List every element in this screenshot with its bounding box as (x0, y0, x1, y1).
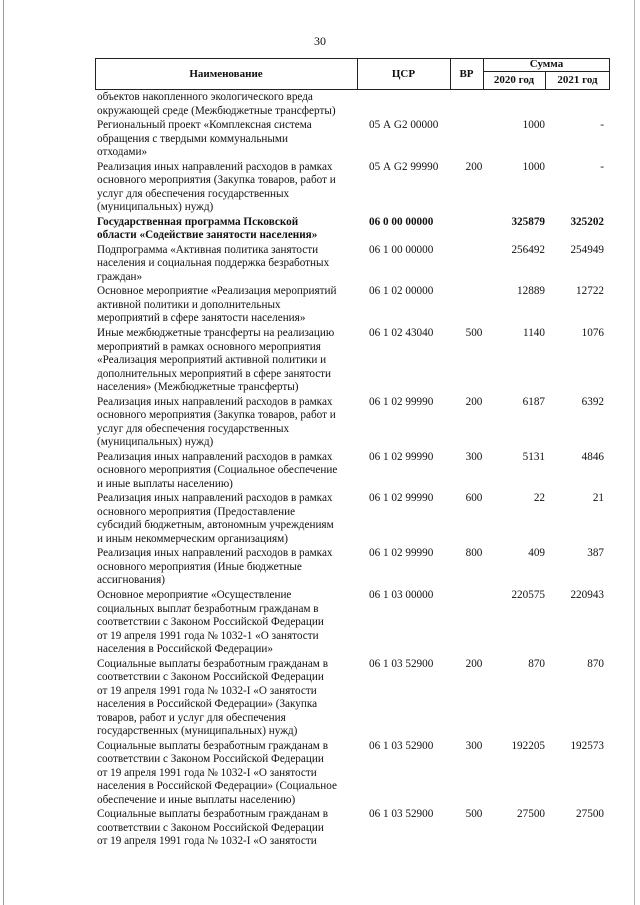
row-csr-cell: 06 1 03 52900 (369, 657, 434, 670)
row-vr-cell: 200 (465, 657, 483, 670)
row-2020-cell: 325879 (511, 215, 545, 228)
table-row (97, 492, 612, 547)
table-body (97, 91, 612, 850)
row-2020-cell: 12889 (517, 285, 545, 298)
header-sum: Сумма (529, 58, 564, 70)
row-2020-cell: 409 (528, 547, 545, 560)
table-row (97, 547, 612, 589)
header-year-2021: 2021 год (557, 74, 598, 86)
row-2021-cell: 192573 (570, 739, 604, 752)
row-csr-cell: 05 А G2 99990 (369, 160, 439, 173)
table-row (97, 396, 612, 451)
row-name-cell: Подпрограмма «Активная политика занятости населения и социальная поддержка безработных граждан» (97, 243, 330, 283)
scan-edge-left (3, 0, 4, 905)
scan-edge-right (634, 0, 635, 905)
row-vr-cell: 300 (465, 450, 483, 463)
row-2021-cell: 870 (587, 657, 604, 670)
row-2021-cell: 6392 (581, 395, 604, 408)
row-name-cell: Реализация иных направлений расходов в рамках основного мероприятия (Закупка товаров, работ и услуг для обеспечения государственных (муниципальных) нужд) (97, 395, 336, 449)
row-vr-cell: 600 (465, 492, 483, 505)
row-2020-cell: 27500 (517, 808, 545, 821)
row-csr-cell: 06 1 00 00000 (369, 243, 434, 256)
row-csr-cell: 06 1 02 43040 (369, 327, 434, 340)
row-name-cell: Реализация иных направлений расходов в рамках основного мероприятия (Предоставление субсидий бюджетным, автономным учреждениям и иным некоммерческим организациям) (97, 492, 334, 545)
table-row (97, 589, 612, 658)
row-name-cell: Основное мероприятие «Осуществление социальных выплат безработным гражданам в соответствии с Законом Российской Федерации от 19 апреля 1991 года № 1032-1 «О занятости населения в Российской Федерации» (97, 589, 324, 656)
row-2021-cell: 12722 (576, 285, 604, 298)
table-row (97, 451, 612, 493)
row-csr-cell: 06 1 02 99990 (369, 492, 434, 505)
row-name-cell: Реализация иных направлений расходов в рамках основного мероприятия (Иные бюджетные ассигнования) (97, 547, 333, 587)
header-year-2020: 2020 год (493, 74, 535, 86)
row-csr-cell: 06 1 02 00000 (369, 285, 434, 298)
row-2020-cell: 256492 (511, 243, 545, 256)
row-name-cell: Реализация иных направлений расходов в рамках основного мероприятия (Социальное обеспечение и иные выплаты населению) (97, 450, 338, 490)
table-row (97, 91, 612, 119)
row-2021-cell: 254949 (570, 243, 604, 256)
row-name-cell: Иные межбюджетные трансферты на реализацию мероприятий в рамках основного мероприятия «Реализация мероприятий активной политики и дополнительных мероприятий в сфере занятости населения» (Межбюджетные трансферты) (97, 327, 335, 394)
row-vr-cell: 200 (465, 395, 483, 408)
row-2021-cell: 1076 (581, 327, 604, 340)
row-2020-cell: 5131 (522, 450, 545, 463)
table-row (97, 285, 612, 327)
table-row (97, 119, 612, 161)
row-name-cell: Государственная программа Псковской области «Содействие занятости населения» (97, 215, 318, 242)
header-bottom-border (95, 89, 610, 90)
table-row (97, 658, 612, 740)
header-sum-divider (483, 71, 610, 72)
row-csr-cell: 06 1 03 52900 (369, 808, 434, 821)
row-2021-cell: 27500 (576, 808, 604, 821)
row-2020-cell: 1140 (523, 327, 545, 340)
table-row (97, 216, 612, 244)
row-2020-cell: 1000 (522, 160, 545, 173)
row-2020-cell: 192205 (511, 739, 545, 752)
row-csr-cell: 06 1 03 52900 (369, 739, 434, 752)
row-2020-cell: 870 (528, 657, 545, 670)
row-csr-cell: 06 1 02 99990 (369, 547, 434, 560)
row-2021-cell: - (600, 160, 604, 173)
row-2021-cell: 21 (592, 492, 604, 505)
row-2020-cell: 1000 (522, 119, 545, 132)
row-name-cell: Социальные выплаты безработным гражданам в соответствии с Законом Российской Федерации от 19 апреля 1991 года № 1032-I «О занятости (97, 808, 328, 848)
row-vr-cell: 800 (465, 547, 483, 560)
row-2021-cell: 325202 (570, 215, 604, 228)
row-csr-cell: 06 0 00 00000 (369, 215, 434, 228)
page-number: 30 (314, 34, 326, 48)
row-2020-cell: 22 (533, 492, 545, 505)
header-vr: ВР (459, 68, 474, 80)
row-name-cell: Социальные выплаты безработным гражданам в соответствии с Законом Российской Федерации от 19 апреля 1991 года № 1032-I «О занятости населения в Российской Федерации» (Социальное обеспечение и иные выплаты населению) (97, 739, 337, 806)
row-csr-cell: 05 А G2 00000 (369, 119, 439, 132)
row-2020-cell: 220575 (511, 589, 545, 602)
table-row (97, 327, 612, 396)
row-vr-cell: 500 (465, 808, 483, 821)
table-row (97, 244, 612, 286)
row-csr-cell: 06 1 02 99990 (369, 395, 434, 408)
row-csr-cell: 06 1 02 99990 (369, 450, 434, 463)
row-csr-cell: 06 1 03 00000 (369, 589, 434, 602)
header-name: Наименование (189, 68, 263, 80)
row-vr-cell: 300 (465, 739, 483, 752)
table-row (97, 808, 612, 850)
row-name-cell: Основное мероприятие «Реализация мероприятий активной политики и дополнительных мероприятий в сфере занятости населения» (97, 285, 337, 325)
row-2021-cell: 387 (587, 547, 604, 560)
row-name-cell: Региональный проект «Комплексная система обращения с твердыми коммунальными отходами» (97, 119, 312, 159)
table-row (97, 740, 612, 809)
row-name-cell: Социальные выплаты безработным гражданам в соответствии с Законом Российской Федерации от 19 апреля 1991 года № 1032-I «О занятости населения в Российской Федерации» (Закупка товаров, работ и услуг для обеспечения государственных (муниципальных) нужд) (97, 657, 328, 738)
row-name-cell: Реализация иных направлений расходов в рамках основного мероприятия (Закупка товаров, работ и услуг для обеспечения государственных (муниципальных) нужд) (97, 160, 336, 214)
row-vr-cell: 500 (465, 327, 483, 340)
row-name-cell: объектов накопленного экологического вреда окружающей среде (Межбюджетные трансферты) (97, 91, 336, 117)
table-header (95, 58, 610, 90)
row-2021-cell: 4846 (581, 450, 604, 463)
row-2020-cell: 6187 (522, 395, 545, 408)
header-csr: ЦСР (391, 68, 416, 80)
row-2021-cell: 220943 (570, 589, 604, 602)
row-vr-cell: 200 (465, 160, 483, 173)
table-row (97, 161, 612, 216)
row-2021-cell: - (600, 119, 604, 132)
